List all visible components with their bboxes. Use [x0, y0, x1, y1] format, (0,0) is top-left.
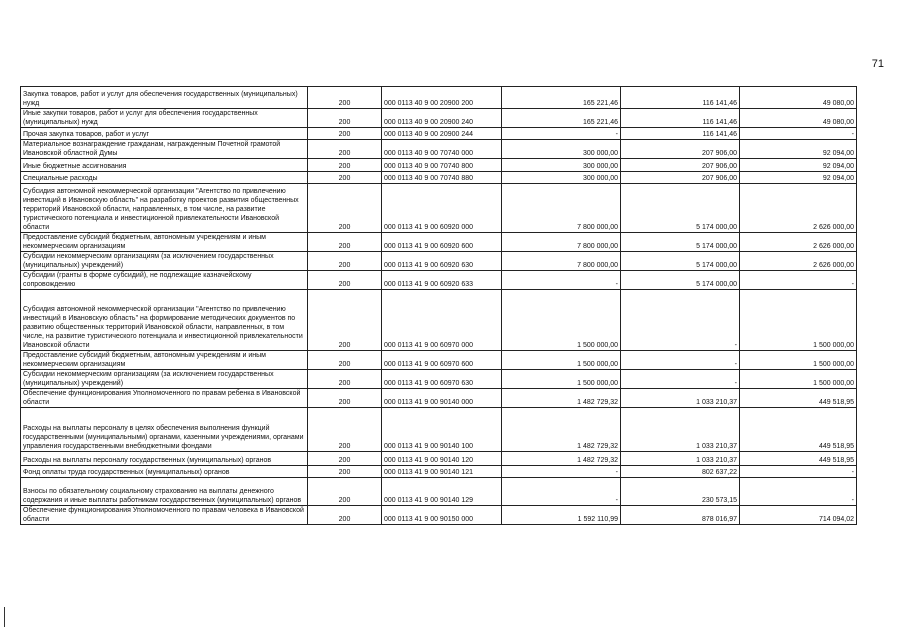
table-body: [21, 87, 857, 525]
table-row: [21, 252, 857, 271]
row-plan-cell: 7 800 000,00: [502, 252, 621, 271]
row-code-cell: 200: [308, 184, 382, 233]
row-plan-cell: 300 000,00: [502, 159, 621, 172]
row-code-cell: 200: [308, 351, 382, 370]
row-name-cell: Прочая закупка товаров, работ и услуг: [21, 128, 308, 140]
row-exec-cell: 116 141,46: [621, 128, 740, 140]
row-plan-cell: 7 800 000,00: [502, 233, 621, 252]
row-kbk-cell: 000 0113 40 9 00 20900 240: [382, 109, 502, 128]
row-plan-cell: -: [502, 271, 621, 290]
table-row: [21, 233, 857, 252]
row-kbk-cell: 000 0113 40 9 00 70740 000: [382, 140, 502, 159]
row-code-cell: 200: [308, 478, 382, 506]
scan-artifact: [4, 607, 5, 627]
row-plan-cell: 1 482 729,32: [502, 389, 621, 408]
row-code-cell: 200: [308, 87, 382, 109]
row-kbk-cell: 000 0113 40 9 00 70740 800: [382, 159, 502, 172]
table-row: [21, 87, 857, 109]
row-rest-cell: 92 094,00: [740, 172, 857, 184]
row-name-cell: Обеспечение функционирования Уполномоченного по правам ребенка в Ивановской области: [21, 389, 308, 408]
row-kbk-cell: 000 0113 41 9 00 60970 600: [382, 351, 502, 370]
row-rest-cell: 49 080,00: [740, 87, 857, 109]
row-rest-cell: -: [740, 128, 857, 140]
row-name-cell: Субсидии (гранты в форме субсидий), не подлежащие казначейскому сопровождению: [21, 271, 308, 290]
row-plan-cell: 1 482 729,32: [502, 452, 621, 466]
row-name-cell: Материальное вознаграждение гражданам, награжденным Почетной грамотой Ивановской областной Думы: [21, 140, 308, 159]
table-row: [21, 184, 857, 233]
row-code-cell: 200: [308, 172, 382, 184]
row-exec-cell: 5 174 000,00: [621, 271, 740, 290]
row-exec-cell: 5 174 000,00: [621, 252, 740, 271]
row-name-cell: Субсидии некоммерческим организациям (за исключением государственных (муниципальных) учреждений): [21, 370, 308, 389]
row-exec-cell: 1 033 210,37: [621, 408, 740, 452]
row-kbk-cell: 000 0113 40 9 00 20900 200: [382, 87, 502, 109]
row-code-cell: 200: [308, 290, 382, 351]
row-kbk-cell: 000 0113 41 9 00 90140 100: [382, 408, 502, 452]
row-name-cell: Фонд оплаты труда государственных (муниципальных) органов: [21, 466, 308, 478]
row-exec-cell: 230 573,15: [621, 478, 740, 506]
row-code-cell: 200: [308, 109, 382, 128]
table-row: [21, 271, 857, 290]
row-exec-cell: 5 174 000,00: [621, 184, 740, 233]
row-kbk-cell: 000 0113 41 9 00 60970 630: [382, 370, 502, 389]
row-rest-cell: 2 626 000,00: [740, 233, 857, 252]
row-kbk-cell: 000 0113 41 9 00 60920 630: [382, 252, 502, 271]
row-rest-cell: 92 094,00: [740, 159, 857, 172]
row-plan-cell: -: [502, 478, 621, 506]
table-row: [21, 159, 857, 172]
row-name-cell: Предоставление субсидий бюджетным, автономным учреждениям и иным некоммерческим организациям: [21, 351, 308, 370]
row-name-cell: Обеспечение функционирования Уполномоченного по правам человека в Ивановской области: [21, 506, 308, 525]
row-rest-cell: 449 518,95: [740, 452, 857, 466]
row-plan-cell: 1 500 000,00: [502, 351, 621, 370]
row-exec-cell: 802 637,22: [621, 466, 740, 478]
row-kbk-cell: 000 0113 41 9 00 90140 000: [382, 389, 502, 408]
table-row: [21, 290, 857, 351]
table-row: [21, 370, 857, 389]
row-code-cell: 200: [308, 466, 382, 478]
row-code-cell: 200: [308, 128, 382, 140]
table-row: [21, 351, 857, 370]
table-row: [21, 506, 857, 525]
row-kbk-cell: 000 0113 41 9 00 90140 121: [382, 466, 502, 478]
row-code-cell: 200: [308, 233, 382, 252]
row-code-cell: 200: [308, 389, 382, 408]
row-name-cell: Иные закупки товаров, работ и услуг для обеспечения государственных (муниципальных) нужд: [21, 109, 308, 128]
row-kbk-cell: 000 0113 41 9 00 60920 000: [382, 184, 502, 233]
row-kbk-cell: 000 0113 41 9 00 60920 633: [382, 271, 502, 290]
page-number: 71: [871, 58, 884, 70]
row-rest-cell: -: [740, 466, 857, 478]
row-exec-cell: 5 174 000,00: [621, 233, 740, 252]
row-plan-cell: 1 500 000,00: [502, 290, 621, 351]
row-code-cell: 200: [308, 408, 382, 452]
row-kbk-cell: 000 0113 41 9 00 90150 000: [382, 506, 502, 525]
row-rest-cell: 1 500 000,00: [740, 370, 857, 389]
table-row: [21, 466, 857, 478]
row-plan-cell: -: [502, 128, 621, 140]
row-plan-cell: 300 000,00: [502, 172, 621, 184]
row-kbk-cell: 000 0113 41 9 00 60970 000: [382, 290, 502, 351]
row-name-cell: Расходы на выплаты персоналу государственных (муниципальных) органов: [21, 452, 308, 466]
row-rest-cell: 449 518,95: [740, 389, 857, 408]
row-exec-cell: -: [621, 370, 740, 389]
row-exec-cell: 207 906,00: [621, 172, 740, 184]
row-rest-cell: 2 626 000,00: [740, 184, 857, 233]
row-code-cell: 200: [308, 159, 382, 172]
table-row: [21, 452, 857, 466]
row-plan-cell: -: [502, 466, 621, 478]
row-exec-cell: -: [621, 290, 740, 351]
row-plan-cell: 165 221,46: [502, 109, 621, 128]
row-plan-cell: 165 221,46: [502, 87, 621, 109]
row-name-cell: Предоставление субсидий бюджетным, автономным учреждениям и иным некоммерческим организациям: [21, 233, 308, 252]
row-kbk-cell: 000 0113 41 9 00 60920 600: [382, 233, 502, 252]
row-name-cell: Субсидия автономной некоммерческой организации "Агентство по привлечению инвестиций в Ивановскую область" на разработку проектов развития общественных территорий Ивановской области, направленных, в том числе, на развитие туристического потенциала и инвестиционной привлекательности Ивановской области: [21, 184, 308, 233]
row-exec-cell: -: [621, 351, 740, 370]
row-code-cell: 200: [308, 452, 382, 466]
row-name-cell: Специальные расходы: [21, 172, 308, 184]
table-row: [21, 408, 857, 452]
row-rest-cell: 1 500 000,00: [740, 351, 857, 370]
row-name-cell: Иные бюджетные ассигнования: [21, 159, 308, 172]
row-rest-cell: 49 080,00: [740, 109, 857, 128]
row-kbk-cell: 000 0113 41 9 00 90140 129: [382, 478, 502, 506]
table-row: [21, 109, 857, 128]
table-row: [21, 140, 857, 159]
row-code-cell: 200: [308, 506, 382, 525]
row-plan-cell: 1 500 000,00: [502, 370, 621, 389]
row-name-cell: Расходы на выплаты персоналу в целях обеспечения выполнения функций государственными (муниципальными) органами, казенными учреждениями, органами управления государственными внебюджетными фондами: [21, 408, 308, 452]
row-name-cell: Взносы по обязательному социальному страхованию на выплаты денежного содержания и иные выплаты работникам государственных (муниципальных) органов: [21, 478, 308, 506]
budget-table: [20, 86, 857, 525]
row-name-cell: Субсидии некоммерческим организациям (за исключением государственных (муниципальных) учреждений): [21, 252, 308, 271]
row-code-cell: 200: [308, 370, 382, 389]
table-row: [21, 128, 857, 140]
row-rest-cell: 2 626 000,00: [740, 252, 857, 271]
row-name-cell: Субсидия автономной некоммерческой организации "Агентство по привлечению инвестиций в Ивановскую область" на формирование методических документов по развитию общественных территорий Ивановской области, направленных, в том числе, на развитие туристического потенциала и инвестиционной привлекательности Ивановской области: [21, 290, 308, 351]
row-plan-cell: 1 482 729,32: [502, 408, 621, 452]
row-code-cell: 200: [308, 140, 382, 159]
row-exec-cell: 878 016,97: [621, 506, 740, 525]
table-row: [21, 172, 857, 184]
row-plan-cell: 7 800 000,00: [502, 184, 621, 233]
row-kbk-cell: 000 0113 40 9 00 20900 244: [382, 128, 502, 140]
row-name-cell: Закупка товаров, работ и услуг для обеспечения государственных (муниципальных) нужд: [21, 87, 308, 109]
row-code-cell: 200: [308, 271, 382, 290]
row-exec-cell: 1 033 210,37: [621, 389, 740, 408]
row-code-cell: 200: [308, 252, 382, 271]
row-plan-cell: 300 000,00: [502, 140, 621, 159]
row-exec-cell: 207 906,00: [621, 140, 740, 159]
row-rest-cell: 1 500 000,00: [740, 290, 857, 351]
row-rest-cell: -: [740, 478, 857, 506]
row-plan-cell: 1 592 110,99: [502, 506, 621, 525]
row-kbk-cell: 000 0113 41 9 00 90140 120: [382, 452, 502, 466]
row-exec-cell: 116 141,46: [621, 109, 740, 128]
row-rest-cell: -: [740, 271, 857, 290]
row-rest-cell: 92 094,00: [740, 140, 857, 159]
row-rest-cell: 449 518,95: [740, 408, 857, 452]
table-row: [21, 389, 857, 408]
row-exec-cell: 207 906,00: [621, 159, 740, 172]
row-exec-cell: 1 033 210,37: [621, 452, 740, 466]
row-exec-cell: 116 141,46: [621, 87, 740, 109]
row-kbk-cell: 000 0113 40 9 00 70740 880: [382, 172, 502, 184]
table-row: [21, 478, 857, 506]
row-rest-cell: 714 094,02: [740, 506, 857, 525]
